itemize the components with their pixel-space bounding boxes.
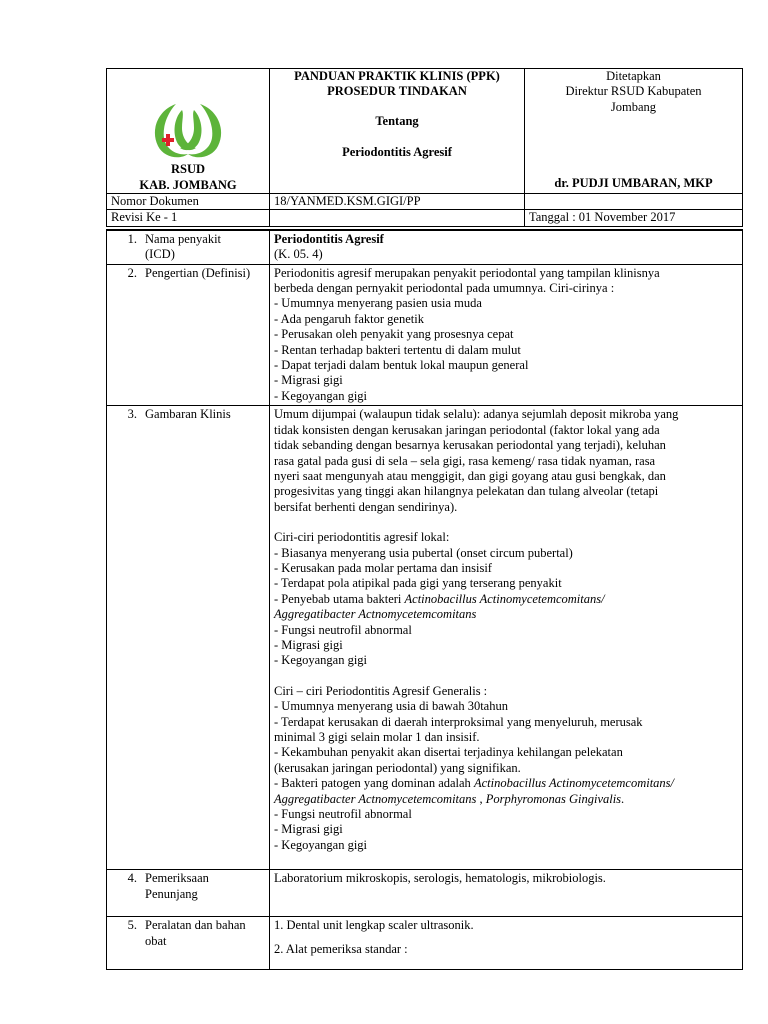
lokal-item: - Biasanya menyerang usia pubertal (onset circum pubertal) <box>274 545 573 560</box>
direktur-line1: Direktur RSUD Kabupaten <box>565 84 702 99</box>
row4-label-line2: Penunjang <box>145 886 198 901</box>
peralatan-item: 1. Dental unit lengkap scaler ultrasonik. <box>274 918 474 933</box>
direktur-line2: Jombang <box>610 99 657 114</box>
row-peralatan <box>107 917 743 970</box>
row2-label: Pengertian (Definisi) <box>145 265 251 280</box>
definisi-line: - Rentan terhadap bakteri tertentu di dalam mulut <box>274 342 521 357</box>
definisi-line: - Umumnya menyerang pasien usia muda <box>274 296 482 311</box>
general-item: - Kekambuhan penyakit akan disertai terjadinya kehilangan pelekatan <box>274 745 623 760</box>
row5-label-line2: obat <box>145 933 167 948</box>
definisi-line: berbeda dengan pernyakit periodontal pada umumnya. Ciri-cirinya : <box>274 281 615 296</box>
ppk-title: PANDUAN PRAKTIK KLINIS (PPK) <box>294 69 500 83</box>
general-item: - Migrasi gigi <box>274 822 343 837</box>
gambaran-line: bersifat berhenti dengan sendirinya). <box>274 499 458 514</box>
definisi-line: - Kegoyangan gigi <box>274 388 368 403</box>
general-item: minimal 3 gigi selain molar 1 dan insisif. <box>274 730 480 744</box>
lokal-bakteri <box>274 592 738 607</box>
row-nama-penyakit <box>107 230 743 264</box>
row4-label-line1: Pemeriksaan <box>145 871 209 886</box>
gambaran-line: progesivitas yang tinggi akan hilangnya pelekatan dan tulang alveolar (tetapi <box>274 484 659 499</box>
lokal-bakteri-prefix: - Penyebab utama bakteri <box>274 591 405 606</box>
general-bakteri-end: . <box>621 791 625 806</box>
lokal-item: - Kegoyangan gigi <box>274 653 368 668</box>
tentang-label: Tentang <box>375 114 419 128</box>
general-bakteri-sep: , <box>476 791 486 806</box>
title-cell <box>270 69 525 194</box>
gambaran-line: rasa gatal pada gusi di sela – sela gigi, rasa kemeng/ rasa tidak nyaman, rasa <box>274 453 656 468</box>
approval-cell <box>525 69 743 194</box>
general-bakteri-species3: Porphyromonas Gingivalis <box>485 791 622 806</box>
ppk-subtitle: PROSEDUR TINDAKAN <box>327 83 467 98</box>
lokal-item: - Terdapat pola atipikal pada gigi yang terserang penyakit <box>274 576 562 591</box>
lokal-title: Ciri-ciri periodontitis agresif lokal: <box>274 530 450 545</box>
logo-cell <box>107 69 270 194</box>
row5-label-line1: Peralatan dan bahan <box>145 918 246 933</box>
gambaran-line: tidak konsisten dengan kerusakan jaringan periodontal (faktor lokal yang ada <box>274 422 660 437</box>
row-gambaran-klinis <box>107 406 743 870</box>
pemeriksaan-text: Laboratorium mikroskopis, serologis, hematologis, mikrobiologis. <box>274 871 606 886</box>
row1-number: 1. <box>127 231 137 246</box>
org-name-line1: RSUD <box>170 162 206 177</box>
gambaran-line: Umum dijumpai (walaupun tidak selalu): adanya sejumlah deposit mikroba yang <box>274 407 679 422</box>
lokal-item: - Migrasi gigi <box>274 637 343 652</box>
definisi-line: - Ada pengaruh faktor genetik <box>274 311 424 326</box>
org-name-line2: KAB. JOMBANG <box>139 177 237 192</box>
disease-title: Periodontitis Agresif <box>274 231 384 246</box>
row5-number: 5. <box>127 918 137 933</box>
definisi-line: - Dapat terjadi dalam bentuk lokal maupun general <box>274 358 529 373</box>
header-table <box>106 68 743 227</box>
general-bakteri-species1: Actinobacillus Actinomycetemcomitans/ <box>473 776 675 791</box>
row1-label-line2: (ICD) <box>145 247 175 262</box>
rsud-logo-icon <box>148 100 228 162</box>
lokal-item: - Fungsi neutrofil abnormal <box>274 622 412 637</box>
general-item: (kerusakan jaringan periodontal) yang signifikan. <box>274 760 521 775</box>
document-page <box>106 68 742 970</box>
revisi-label: Revisi Ke - 1 <box>107 210 270 226</box>
row3-label: Gambaran Klinis <box>145 407 231 422</box>
content-table <box>106 229 743 970</box>
general-item: - Fungsi neutrofil abnormal <box>274 807 412 822</box>
row4-number: 4. <box>127 871 137 886</box>
peralatan-item: 2. Alat pemeriksa standar : <box>274 941 408 956</box>
topic-title: Periodontitis Agresif <box>342 144 452 159</box>
general-title: Ciri – ciri Periodontitis Agresif Generalis : <box>274 683 488 698</box>
general-item: - Umumnya menyerang usia di bawah 30tahun <box>274 699 508 714</box>
ditetapkan-label: Ditetapkan <box>606 69 661 83</box>
definisi-line: - Perusakan oleh penyakit yang prosesnya cepat <box>274 327 514 342</box>
definisi-line: - Migrasi gigi <box>274 373 343 388</box>
row3-number: 3. <box>127 407 137 422</box>
tanggal: Tanggal : 01 November 2017 <box>525 210 743 226</box>
row1-label-line1: Nama penyakit <box>145 231 222 246</box>
general-bakteri-prefix: - Bakteri patogen yang dominan adalah <box>274 776 474 791</box>
general-item: - Kegoyangan gigi <box>274 837 368 852</box>
lokal-item: - Kerusakan pada molar pertama dan insisif <box>274 560 492 575</box>
signer-name: dr. PUDJI UMBARAN, MKP <box>554 175 713 190</box>
lokal-bakteri-species2: Aggregatibacter Actnomycetemcomitans <box>274 607 477 622</box>
nomor-label: Nomor Dokumen <box>107 194 270 210</box>
revisi-empty <box>270 210 525 226</box>
definisi-line: Periodonitis agresif merupakan penyakit periodontal yang tampilan klinisnya <box>274 265 660 280</box>
general-bakteri-species2: Aggregatibacter Actnomycetemcomitans <box>274 791 477 806</box>
gambaran-line: nyeri saat mengunyah atau menggigit, dan gigi goyang atau gusi bengkak, dan <box>274 468 666 483</box>
nomor-value: 18/YANMED.KSM.GIGI/PP <box>270 194 525 210</box>
nomor-empty <box>525 194 743 210</box>
gambaran-line: tidak sebanding dengan besarnya kerusakan periodontal yang terjadi), keluhan <box>274 438 666 453</box>
row-pengertian <box>107 264 743 406</box>
icd-code: (K. 05. 4) <box>274 247 323 262</box>
general-bakteri <box>274 776 738 791</box>
row-pemeriksaan <box>107 870 743 917</box>
general-item: - Terdapat kerusakan di daerah interproksimal yang menyeluruh, merusak <box>274 714 643 729</box>
row2-number: 2. <box>127 265 137 280</box>
lokal-bakteri-species1: Actinobacillus Actinomycetemcomitans/ <box>404 591 605 606</box>
